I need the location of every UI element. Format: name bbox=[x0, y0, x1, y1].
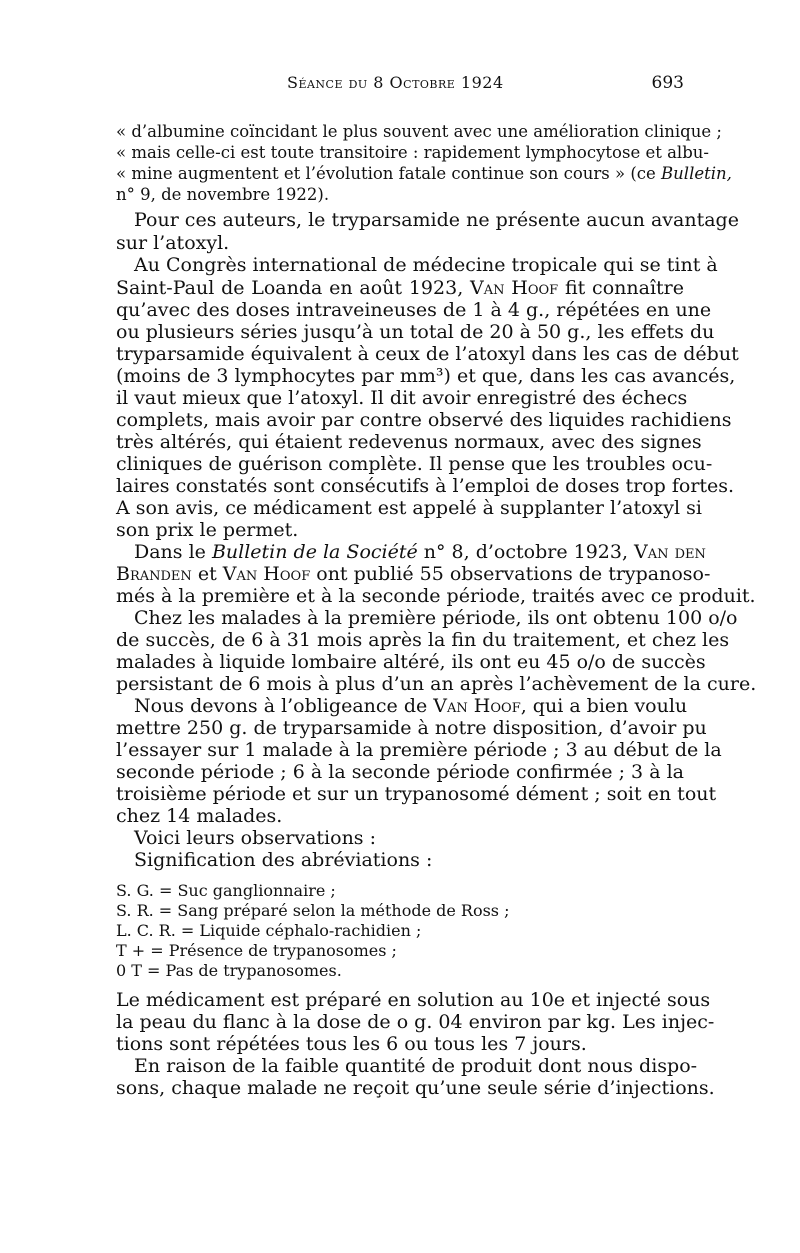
text-run: Dans le bbox=[134, 541, 212, 563]
text-run: , qui a bien voulu bbox=[520, 695, 688, 717]
paragraph-line: complets, mais avoir par contre observé des liquides rachidiens bbox=[116, 409, 732, 431]
paragraph-line bbox=[116, 563, 711, 585]
author-name: Branden bbox=[116, 563, 192, 585]
paragraph-line: la peau du flanc à la dose de o g. 04 environ par kg. Les injec- bbox=[116, 1011, 715, 1033]
paragraph-line: Pour ces auteurs, le tryparsamide ne présente aucun avantage bbox=[134, 209, 739, 231]
paragraph-line: cliniques de guérison complète. Il pense que les troubles ocu- bbox=[116, 453, 713, 475]
text-run: Nous devons à l’obligeance de bbox=[134, 695, 434, 717]
paragraph-line: Voici leurs observations : bbox=[134, 827, 376, 849]
paragraph-line: laires constatés sont consécutifs à l’emploi de doses trop fortes. bbox=[116, 475, 735, 497]
text-run: et bbox=[191, 563, 223, 585]
header-title bbox=[287, 73, 504, 92]
paragraph-line: l’essayer sur 1 malade à la première période ; 3 au début de la bbox=[116, 739, 722, 761]
paragraph-line: tions sont répétées tous les 6 ou tous les 7 jours. bbox=[116, 1033, 587, 1055]
abbreviation-item: 0 T = Pas de trypanosomes. bbox=[116, 961, 342, 980]
paragraph-line: Le médicament est préparé en solution au 10e et injecté sous bbox=[116, 989, 711, 1011]
paragraph-line: Au Congrès international de médecine tropicale qui se tint à bbox=[134, 254, 718, 276]
quote-line bbox=[116, 163, 732, 185]
quote-line: n° 9, de novembre 1922). bbox=[116, 185, 330, 204]
paragraph-line: de succès, de 6 à 31 mois après la fin du traitement, et chez les bbox=[116, 629, 730, 651]
paragraph-line: més à la première et à la seconde période, traités avec ce produit. bbox=[116, 585, 756, 607]
paragraph-line: persistant de 6 mois à plus d’un an après l’achèvement de la cure. bbox=[116, 673, 757, 695]
paragraph-line: malades à liquide lombaire altéré, ils ont eu 45 o/o de succès bbox=[116, 651, 706, 673]
paragraph-line: seconde période ; 6 à la seconde période confirmée ; 3 à la bbox=[116, 761, 684, 783]
abbreviation-item: S. R. = Sang préparé selon la méthode de Ross ; bbox=[116, 901, 510, 920]
quote-line: « d’albumine coïncidant le plus souvent avec une amélioration clinique ; bbox=[116, 122, 722, 141]
paragraph-line: Chez les malades à la première période, ils ont obtenu 100 o/o bbox=[134, 607, 738, 629]
text-run: n° 8, d’octobre 1923, bbox=[417, 541, 635, 563]
paragraph-line bbox=[116, 695, 688, 717]
paragraph-line bbox=[116, 541, 706, 563]
author-name: Van Hoof bbox=[433, 695, 521, 717]
page-number: 693 bbox=[651, 73, 684, 93]
paragraph-line: (moins de 3 lymphocytes par mm³) et que, dans les cas avancés, bbox=[116, 365, 736, 387]
abbreviation-item: L. C. R. = Liquide céphalo-rachidien ; bbox=[116, 921, 422, 940]
quote-italic: Bulletin, bbox=[661, 164, 732, 183]
paragraph-line: il vaut mieux que l’atoxyl. Il dit avoir enregistré des échecs bbox=[116, 387, 688, 409]
header-title-text: Séance du 8 Octobre bbox=[287, 73, 461, 92]
text-run: Saint-Paul de Loanda en août 1923, bbox=[116, 277, 471, 299]
paragraph-line: sur l’atoxyl. bbox=[116, 232, 230, 254]
paragraph-line: A son avis, ce médicament est appelé à supplanter l’atoxyl si bbox=[116, 497, 702, 519]
paragraph-line bbox=[116, 277, 684, 299]
paragraph-line: tryparsamide équivalent à ceux de l’atoxyl dans les cas de début bbox=[116, 343, 739, 365]
author-name: Van den bbox=[634, 541, 706, 563]
paragraph-line: Signification des abréviations : bbox=[134, 849, 433, 871]
abbreviation-item: S. G. = Suc ganglionnaire ; bbox=[116, 881, 336, 900]
paragraph-line: troisième période et sur un trypanosomé dément ; soit en tout bbox=[116, 783, 717, 805]
paragraph-line: En raison de la faible quantité de produit dont nous dispo- bbox=[134, 1055, 698, 1077]
header-year: 1924 bbox=[460, 73, 504, 92]
paragraph-line: ou plusieurs séries jusqu’à un total de 20 à 50 g., les effets du bbox=[116, 321, 715, 343]
quote-line: « mais celle-ci est toute transitoire : rapidement lymphocytose et albu- bbox=[116, 143, 709, 162]
paragraph-line: chez 14 malades. bbox=[116, 805, 283, 827]
author-name: Van Hoof bbox=[222, 563, 311, 585]
quote-text: « mine augmentent et l’évolution fatale continue son cours » (ce bbox=[116, 164, 662, 183]
author-name: Van Hoof bbox=[470, 277, 559, 299]
journal-title: Bulletin de la Société bbox=[211, 541, 418, 563]
running-header bbox=[116, 73, 684, 97]
paragraph-line: son prix le permet. bbox=[116, 519, 299, 541]
text-run: fit connaître bbox=[558, 277, 684, 299]
text-run: ont publié 55 observations de trypanoso- bbox=[310, 563, 711, 585]
paragraph-line: mettre 250 g. de tryparsamide à notre disposition, d’avoir pu bbox=[116, 717, 707, 739]
paragraph-line: sons, chaque malade ne reçoit qu’une seule série d’injections. bbox=[116, 1077, 715, 1099]
paragraph-line: très altérés, qui étaient redevenus normaux, avec des signes bbox=[116, 431, 702, 453]
abbreviation-item: T + = Présence de trypanosomes ; bbox=[116, 941, 397, 960]
paragraph-line: qu’avec des doses intraveineuses de 1 à 4 g., répétées en une bbox=[116, 299, 712, 321]
